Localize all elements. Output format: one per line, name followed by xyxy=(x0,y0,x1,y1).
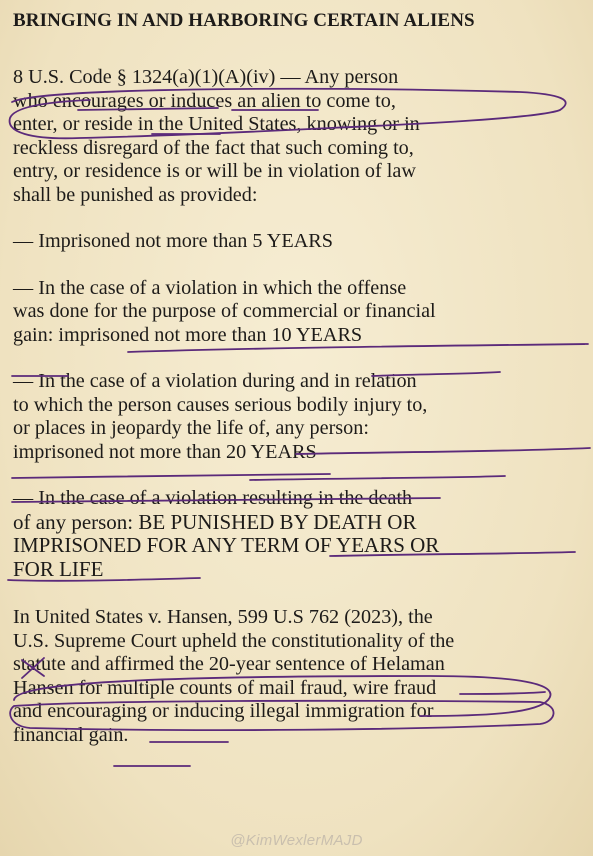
penalty-line: was done for the purpose of commercial or financial xyxy=(13,300,436,322)
statute-line: 8 U.S. Code § 1324(a)(1)(A)(iv) — Any person xyxy=(13,66,399,88)
document xyxy=(13,10,588,747)
statute-line: enter, or reside in the United States, knowing or in xyxy=(13,113,420,135)
penalty-line: IMPRISONED FOR ANY TERM OF YEARS OR xyxy=(13,533,440,557)
statute-line: reckless disregard of the fact that such coming to, xyxy=(13,136,414,159)
penalty-five-years xyxy=(13,230,588,254)
statute-line: entry, or residence is or will be in violation of law xyxy=(13,160,416,182)
statute-paragraph xyxy=(13,66,588,207)
watermark: @KimWexlerMAJD xyxy=(230,832,363,849)
penalty-line: — In the case of a violation in which the offense xyxy=(13,276,407,299)
case-note-line: financial gain. xyxy=(13,723,129,746)
case-note-line: Hansen for multiple counts of mail fraud, wire fraud xyxy=(13,676,437,699)
case-note-line: In United States v. Hansen, 599 U.S 762 (2023), the xyxy=(13,606,433,628)
case-note-line: and encouraging or inducing illegal immigration for xyxy=(13,700,434,722)
penalty-line: FOR LIFE xyxy=(13,556,104,581)
penalty-line: gain: imprisoned not more than 10 YEARS xyxy=(13,323,363,346)
penalty-line: — In the case of a violation during and in relation xyxy=(13,370,417,392)
case-note-paragraph xyxy=(13,606,588,747)
penalty-line: — In the case of a violation resulting in the death xyxy=(13,487,413,509)
penalty-line: to which the person causes serious bodily injury to, xyxy=(13,393,428,416)
penalty-line: of any person: BE PUNISHED BY DEATH OR xyxy=(13,509,417,534)
case-note-line: U.S. Supreme Court upheld the constitutionality of the xyxy=(13,629,455,652)
penalty-death-or-life xyxy=(13,487,588,581)
statute-line: who encourages or induces an alien to come to, xyxy=(13,89,396,112)
penalty-line: — Imprisoned not more than 5 YEARS xyxy=(13,230,333,252)
penalty-line: or places in jeopardy the life of, any person: xyxy=(13,417,369,439)
penalty-twenty-years xyxy=(13,370,588,464)
penalty-line: imprisoned not more than 20 YEARS xyxy=(13,440,317,463)
statute-line: shall be punished as provided: xyxy=(13,183,258,206)
case-note-line: statute and affirmed the 20-year sentence of Helaman xyxy=(13,653,445,675)
document-title: BRINGING IN AND HARBORING CERTAIN ALIENS xyxy=(13,10,475,31)
penalty-ten-years xyxy=(13,277,588,348)
